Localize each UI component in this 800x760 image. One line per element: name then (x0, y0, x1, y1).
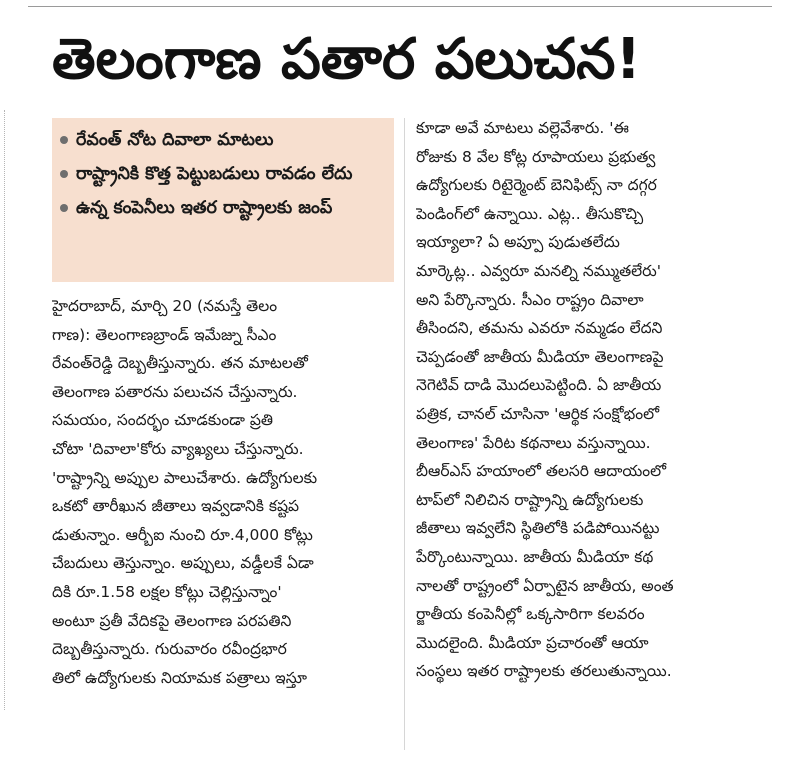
text-line: ఉద్యోగులకు రిటైర్మెంట్ బెనిఫిట్స్ నా దగ్గర (416, 176, 657, 195)
text-line: సంస్థలు ఇతర రాష్ట్రాలకు తరలుతున్నాయి. (416, 662, 672, 681)
highlight-text: రేవంత్ నోట దివాలా మాటలు (76, 130, 274, 150)
text-line: రోజుకు 8 వేల కోట్ల రూపాయలు ప్రభుత్వ (416, 147, 656, 166)
text-line: నాలతో రాష్ట్రంలో ఏర్పాటైన జాతీయ, అంత (416, 576, 674, 595)
highlights-box (52, 118, 394, 282)
text-line: అని పేర్కొన్నారు. సీఎం రాష్ట్రం దివాలా (416, 290, 644, 309)
text-line: డుతున్నాం. ఆర్బీఐ నుంచి రూ.4,000 కోట్లు (52, 525, 313, 544)
text-line: ర్జాతీయ కంపెనీల్లో ఒక్కసారిగా కలవరం (416, 605, 645, 624)
top-rule (28, 6, 772, 7)
text-line: మార్కెట్ల.. ఎవ్వరూ మనల్ని నమ్ముతలేరు' (416, 261, 661, 280)
text-line: హైదరాబాద్, మార్చి 20 (నమస్తే తెలం (52, 297, 278, 315)
text-line: మొదలైంది. మీడియా ప్రచారంతో ఆయా (416, 633, 649, 652)
text-line: దెబ్బతీస్తున్నారు. గురువారం రవీంద్రభార (52, 640, 287, 659)
bullet-icon (60, 204, 68, 212)
text-line: 'రాష్ట్రాన్ని అప్పుల పాలుచేశారు. ఉద్యోగులకు (52, 468, 318, 487)
article-column-left (52, 292, 394, 750)
text-line: అంటూ ప్రతీ వేదికపై తెలంగాణ పరపతిని (52, 611, 292, 630)
text-line: చేబదులు తెస్తున్నాం. అప్పులు, వడ్డీలకే ఏడా (52, 554, 314, 573)
text-line: తిలో ఉద్యోగులకు నియామక పత్రాలు ఇస్తూ (52, 668, 307, 687)
text-line: గాణ): తెలంగాణబ్రాండ్ ఇమేజ్ను సీఎం (52, 325, 277, 344)
text-line: నెగెటివ్ దాడి మొదలుపెట్టింది. ఏ జాతీయ (416, 376, 662, 395)
text-line: దికి రూ.1.58 లక్షల కోట్లు చెల్లిస్తున్నాం' (52, 582, 282, 601)
text-line: తెలంగాణ పతారను పలుచన చేస్తున్నారు. (52, 382, 298, 401)
text-line: తీసిందని, తమను ఎవరూ నమ్మడం లేదని (416, 319, 663, 338)
text-line: బీఆర్‌ఎస్ హయాంలో తలసరి ఆదాయంలో (416, 462, 667, 481)
text-line: ఒకటో తారీఖున జీతాలు ఇవ్వడానికి కష్టప (52, 497, 300, 516)
text-line: చోటా 'దివాలా'కోరు వ్యాఖ్యలు చేస్తున్నారు. (52, 439, 304, 458)
text-line: జీతాలు ఇవ్వలేని స్థితిలోకి పడిపోయినట్టు (416, 519, 660, 538)
highlight-text: ఉన్న కంపెనీలు ఇతర రాష్ట్రాలకు జంప్ (76, 198, 333, 218)
column-divider (404, 118, 405, 750)
text-line: పత్రిక, చానల్ చూసినా 'ఆర్థిక సంక్షోభంలో (416, 404, 660, 423)
highlight-item (60, 126, 384, 154)
page-edge-marks (4, 110, 11, 710)
highlight-text: రాష్ట్రానికి కొత్త పెట్టుబడులు రావడం లేదు (76, 164, 353, 184)
text-line: ఇయ్యాలా? ఏ అప్పూ పుడుతలేదు (416, 233, 620, 252)
text-line: రేవంత్‌రెడ్డి దెబ్బతీస్తున్నారు. తన మాటలతో (52, 354, 308, 373)
highlight-item (60, 160, 384, 188)
headline: తెలంగాణ పతార పలుచన! (52, 27, 642, 92)
article-column-right (416, 114, 762, 750)
text-line: టాప్‌లో నిలిచిన రాష్ట్రాన్ని ఉద్యోగులకు (416, 490, 644, 509)
text-line: కూడా అవే మాటలు వల్లెవేశారు. 'ఈ (416, 119, 629, 137)
highlight-item (60, 194, 384, 222)
bullet-icon (60, 136, 68, 144)
text-line: పేర్కొంటున్నాయి. జాతీయ మీడియా కథ (416, 547, 654, 566)
text-line: చెప్పడంతో జాతీయ మీడియా తెలంగాణపై (416, 347, 664, 366)
text-line: తెలంగాణ' పేరిట కథనాలు వస్తున్నాయి. (416, 433, 651, 452)
bullet-icon (60, 170, 68, 178)
text-line: పెండింగ్‌లో ఉన్నాయి. ఎట్ల.. తీసుకొచ్చి (416, 204, 644, 223)
text-line: సమయం, సందర్భం చూడకుండా ప్రతి (52, 411, 274, 430)
